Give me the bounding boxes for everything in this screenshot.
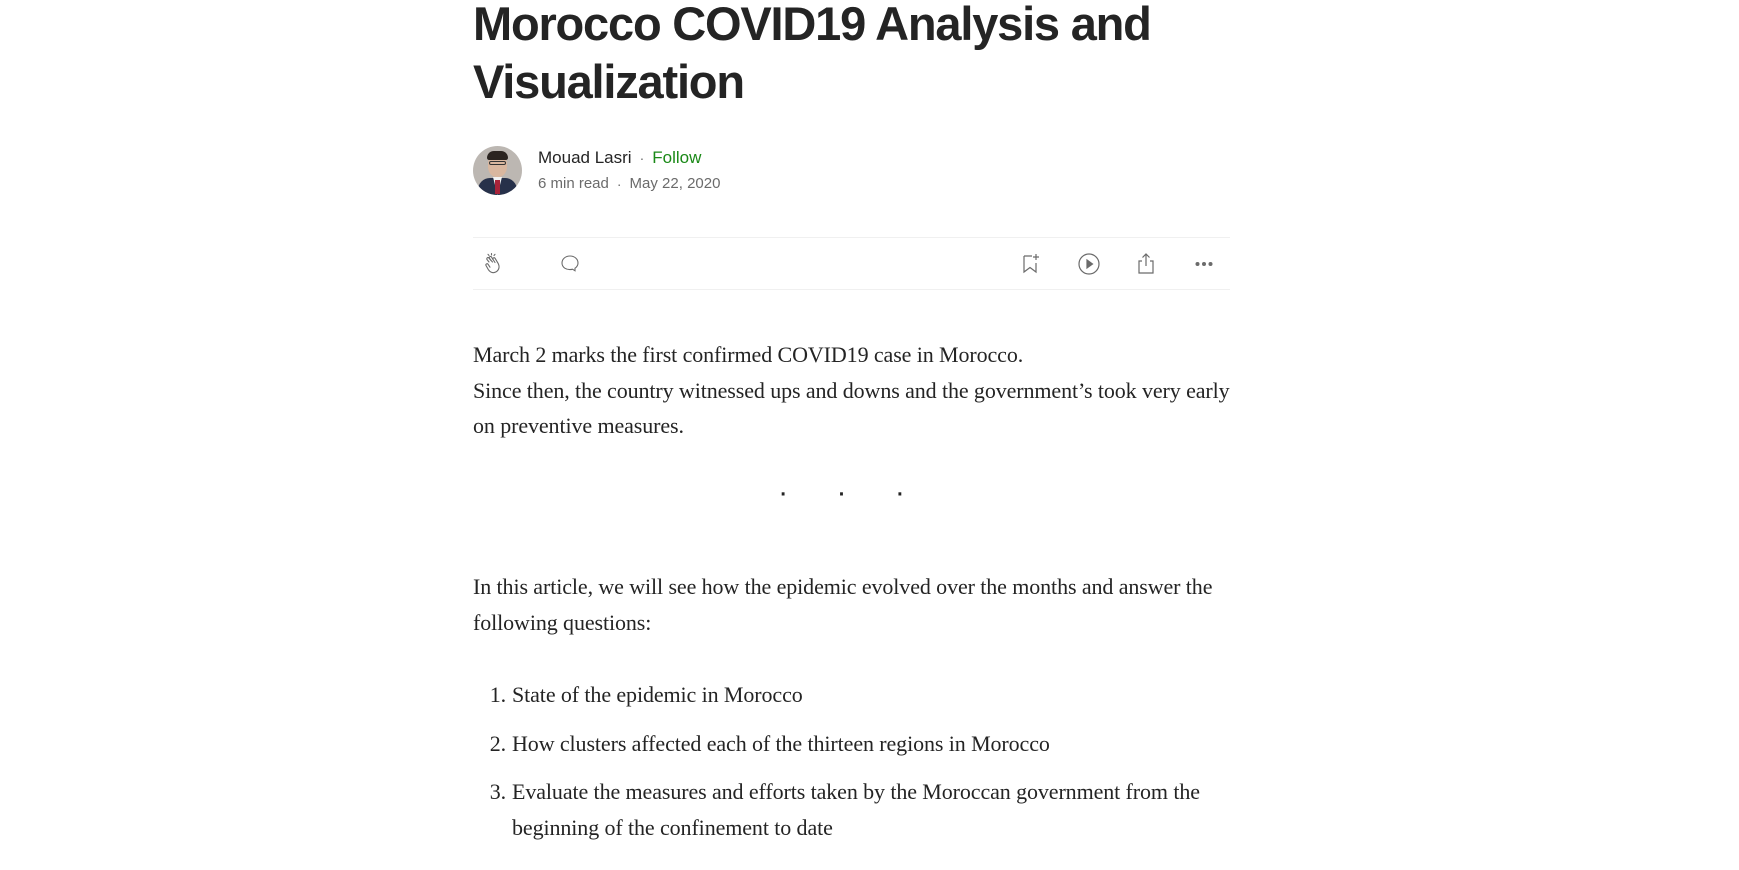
article-paragraph: In this article, we will see how the epidemic evolved over the months and answer the following questions: bbox=[473, 574, 1213, 635]
bookmark-add-icon[interactable] bbox=[1018, 251, 1044, 277]
article-action-bar bbox=[473, 237, 1230, 290]
intro-paragraph bbox=[473, 337, 1230, 444]
section-break: · · · bbox=[778, 476, 925, 509]
separator-dot: · bbox=[639, 150, 645, 166]
list-number: 3. bbox=[489, 779, 506, 804]
author-name[interactable]: Mouad Lasri bbox=[538, 148, 632, 167]
publish-date: May 22, 2020 bbox=[629, 175, 721, 192]
questions-list bbox=[473, 677, 1230, 858]
list-number: 1. bbox=[489, 682, 506, 707]
intro-line-1: March 2 marks the first confirmed COVID19 case in Morocco. bbox=[473, 342, 1024, 367]
list-text: How clusters affected each of the thirteen regions in Morocco bbox=[512, 730, 1050, 756]
more-icon[interactable] bbox=[1191, 251, 1217, 277]
article-column bbox=[473, 0, 1230, 840]
read-time: 6 min read bbox=[538, 175, 609, 192]
intro-line-2: Since then, the country witnessed ups and downs and the government’s took very early on preventive measures. bbox=[473, 377, 1230, 438]
play-icon[interactable] bbox=[1076, 251, 1102, 277]
list-text: State of the epidemic in Morocco bbox=[512, 682, 803, 707]
separator-dot: · bbox=[616, 176, 622, 192]
author-avatar[interactable] bbox=[473, 146, 522, 195]
share-icon[interactable] bbox=[1133, 251, 1159, 277]
list-number: 2. bbox=[489, 730, 506, 756]
list-text: Evaluate the measures and efforts taken by the Moroccan government from the beginning of the confinement to date bbox=[512, 779, 1200, 840]
list-item bbox=[473, 677, 1230, 713]
article-title: Morocco COVID19 Analysis and Visualization bbox=[473, 0, 1151, 108]
comment-icon[interactable] bbox=[557, 251, 583, 277]
clap-icon[interactable] bbox=[481, 251, 507, 277]
author-byline bbox=[473, 146, 720, 195]
list-item bbox=[473, 774, 1230, 845]
list-item bbox=[473, 726, 1230, 762]
follow-button[interactable]: Follow bbox=[652, 148, 702, 167]
